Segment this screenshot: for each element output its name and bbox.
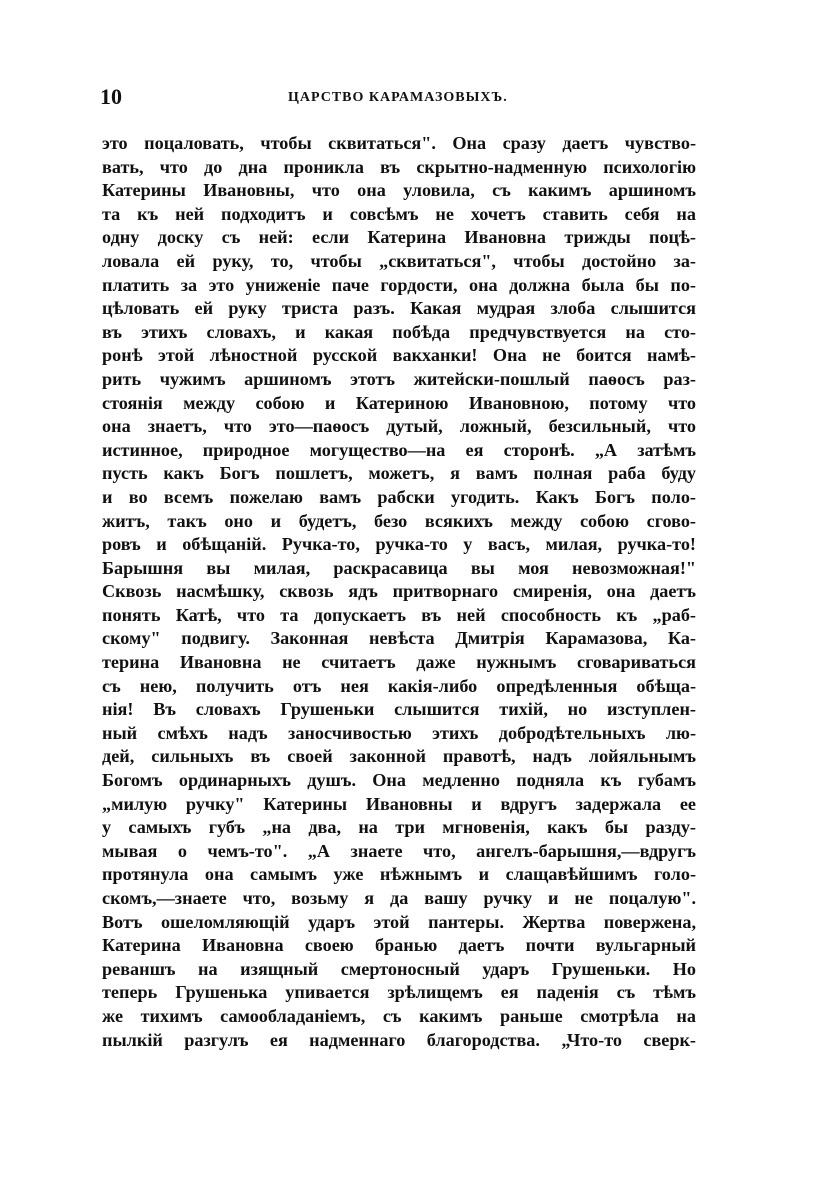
text-line: одну доску съ ней: если Катерина Ивановна трижды поцѣ- <box>102 227 696 248</box>
text-line: она знаетъ, что это—паѳосъ дутый, ложный, безсильный, что <box>102 416 696 437</box>
text-line: Катерины Ивановны, что она уловила, съ какимъ аршиномъ <box>102 180 696 201</box>
text-line: терина Ивановна не считаетъ даже нужнымъ сговариваться <box>102 652 696 673</box>
text-line: пусть какъ Богъ пошлетъ, можетъ, я вамъ полная раба буду <box>102 463 696 484</box>
text-line: дей, сильныхъ въ своей законной правотѣ, надъ лойяльнымъ <box>102 746 696 767</box>
page-number: 10 <box>100 84 122 109</box>
text-line: ронѣ этой лѣностной русской вакханки! Она не боится намѣ- <box>102 345 696 366</box>
text-line: Катерина Ивановна своею бранью даетъ почти вульгарный <box>102 935 696 956</box>
text-line: цѣловать ей руку триста разъ. Какая мудрая злоба слышится <box>102 298 696 319</box>
body-text <box>102 132 696 1052</box>
text-line: въ этихъ словахъ, и какая побѣда предчувствуется на сто- <box>102 321 696 342</box>
text-line: реваншъ на изящный смертоносный ударъ Грушеньки. Но <box>102 958 696 979</box>
page-header <box>100 84 704 114</box>
text-line: „милую ручку" Катерины Ивановны и вдругъ задержала ее <box>102 793 696 814</box>
text-line: пылкій разгулъ ея надменнаго благородства. „Что-то сверк- <box>102 1029 696 1050</box>
text-line: житъ, такъ оно и будетъ, безо всякихъ между собою сгово- <box>102 510 696 531</box>
text-line: теперь Грушенька упивается зрѣлищемъ ея паденія съ тѣмъ <box>102 982 696 1003</box>
text-line: истинное, природное могущество—на ея сторонѣ. „А затѣмъ <box>102 439 696 460</box>
text-line: стоянія между собою и Катериною Ивановною, потому что <box>102 392 696 413</box>
text-line: понять Катѣ, что та допускаетъ въ ней способность къ „раб- <box>102 604 696 625</box>
text-line: скому" подвигу. Законная невѣста Дмитрія Карамазова, Ка- <box>102 628 696 649</box>
text-line: нія! Въ словахъ Грушеньки слышится тихій, но изступлен- <box>102 699 696 720</box>
text-line: это поцаловать, чтобы сквитаться". Она сразу даетъ чувство- <box>102 133 696 153</box>
text-line: платить за это униженіе паче гордости, она должна была бы по- <box>102 274 696 295</box>
text-line: ловала ей руку, то, чтобы „сквитаться", чтобы достойно за- <box>102 250 696 271</box>
text-line: вать, что до дна проникла въ скрытно-надменную психологію <box>102 156 696 177</box>
text-line: ный смѣхъ надъ заносчивостью этихъ добродѣтельныхъ лю- <box>102 722 696 743</box>
text-line: скомъ,—знаете что, возьму я да вашу ручку и не поцалую". <box>102 888 696 908</box>
text-line: же тихимъ самообладаніемъ, съ какимъ раньше смотрѣла на <box>102 1005 696 1026</box>
text-line: Богомъ ординарныхъ душъ. Она медленно подняла къ губамъ <box>102 770 696 791</box>
text-line: та къ ней подходитъ и совсѣмъ не хочетъ ставить себя на <box>102 203 696 224</box>
text-line: Барышня вы милая, раскрасавица вы моя невозможная!" <box>102 557 696 578</box>
text-line: Сквозь насмѣшку, сквозь ядъ притворнаго смиренія, она даетъ <box>102 581 696 602</box>
text-line: рить чужимъ аршиномъ этотъ житейски-пошлый паѳосъ раз- <box>102 368 696 389</box>
text-line: и во всемъ пожелаю вамъ рабски угодить. Какъ Богъ поло- <box>102 486 696 507</box>
running-title: ЦАРСТВО КАРАМАЗОВЫХЪ. <box>288 90 508 105</box>
text-line: протянула она самымъ уже нѣжнымъ и слащавѣйшимъ голо- <box>102 864 696 885</box>
text-line: Вотъ ошеломляющій ударъ этой пантеры. Жертва повержена, <box>102 911 696 932</box>
text-line: у самыхъ губъ „на два, на три мгновенія, какъ бы разду- <box>102 817 696 838</box>
text-line: ровъ и обѣщаній. Ручка-то, ручка-то у васъ, милая, ручка-то! <box>102 534 696 555</box>
text-line: мывая о чемъ-то". „А знаете что, ангелъ-барышня,—вдругъ <box>102 840 696 861</box>
text-line: съ нею, получить отъ нея какія-либо опредѣленныя обѣща- <box>102 675 696 696</box>
